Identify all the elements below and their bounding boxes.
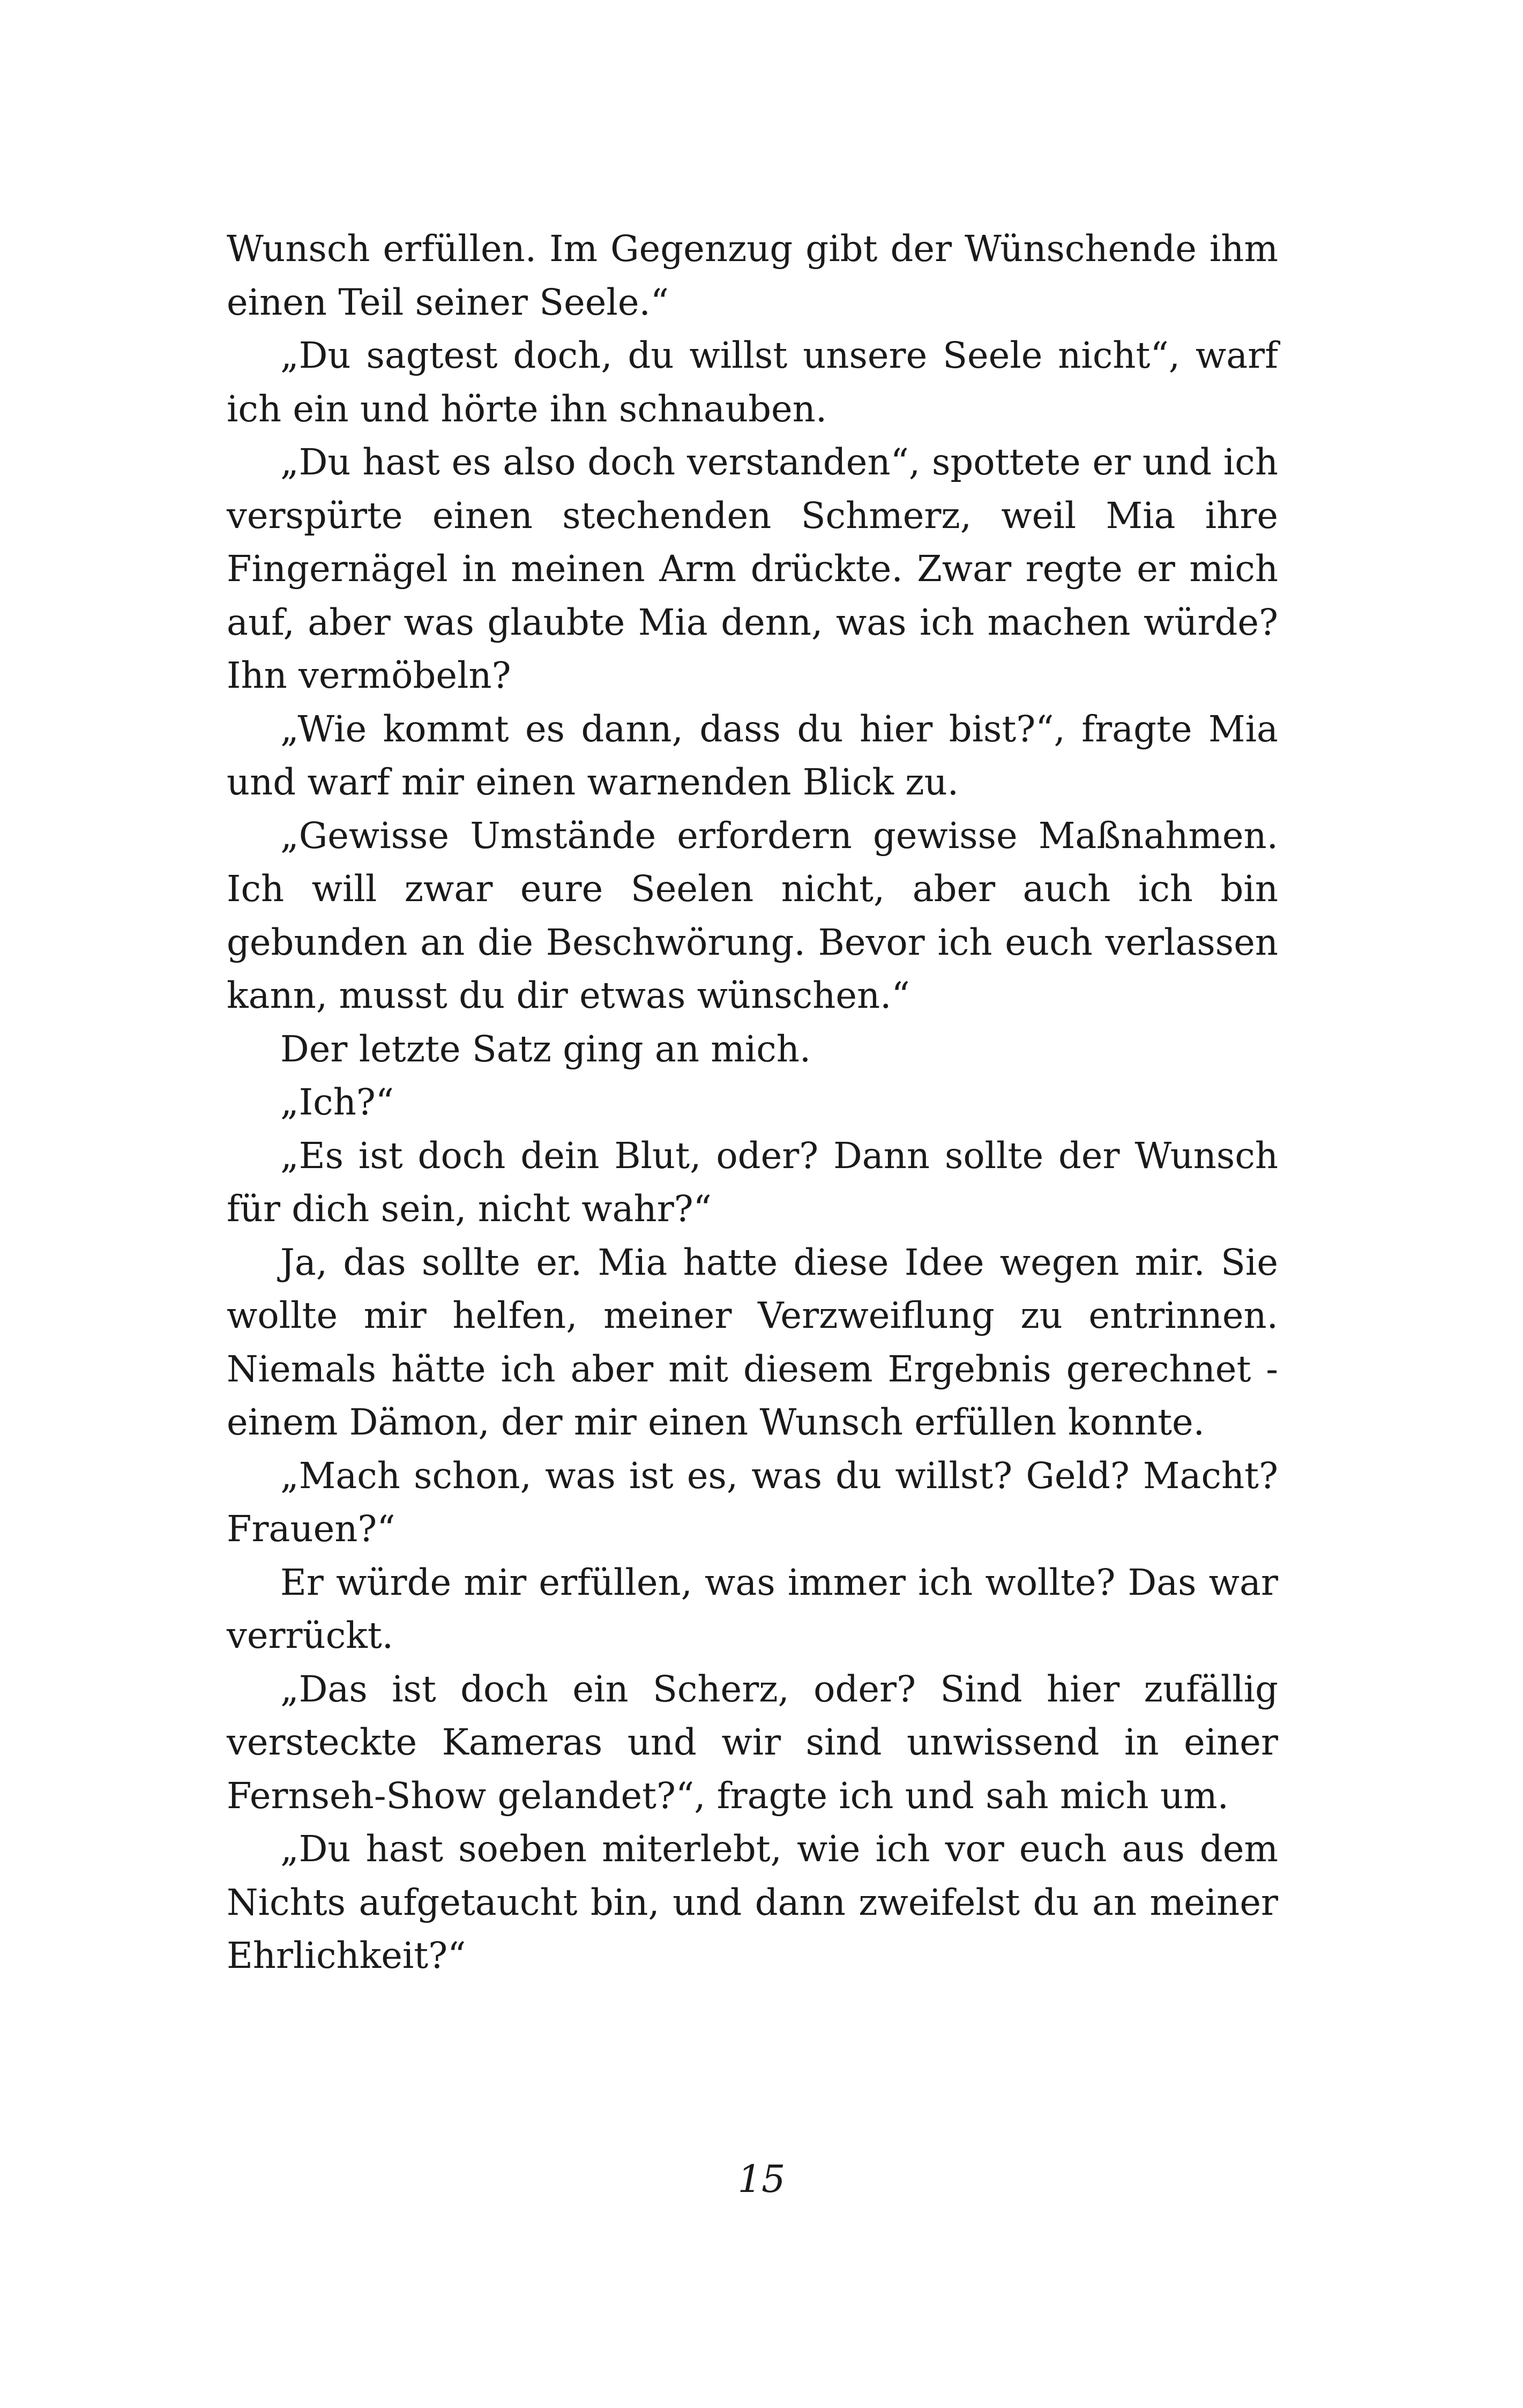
paragraph: „Wie kommt es dann, dass du hier bist?“, fragte Mia und warf mir einen warnenden Blick zu. — [227, 708, 1278, 803]
paragraph: „Das ist doch ein Scherz, oder? Sind hier zufällig versteckte Kameras und wir sind unwissend in einer Fernseh-Show gelandet?“, fragte ich und sah mich um. — [227, 1668, 1278, 1817]
paragraph: Der letzte Satz ging an mich. — [280, 1028, 811, 1070]
paragraph: „Ich?“ — [280, 1081, 394, 1123]
body-text — [227, 222, 1278, 1983]
paragraph: „Du sagtest doch, du willst unsere Seele nicht“, warf ich ein und hörte ihn schnauben. — [227, 335, 1278, 430]
paragraph: „Mach schon, was ist es, was du willst? Geld? Macht? Frauen?“ — [227, 1454, 1278, 1550]
paragraph: Ja, das sollte er. Mia hatte diese Idee wegen mir. Sie wollte mir helfen, meiner Verzweiflung zu entrinnen. Niemals hätte ich aber mit diesem Ergebnis gerechnet - einem Dämon, der mir einen Wunsch erfüllen konnte. — [227, 1241, 1278, 1443]
paragraph: „Du hast es also doch verstanden“, spottete er und ich verspürte einen stechenden Schmerz, weil Mia ihre Fingernägel in meinen Arm drückte. Zwar regte er mich auf, aber was glaubte Mia denn, was ich machen würde? Ihn vermöbeln? — [227, 441, 1278, 696]
paragraph-continuation: Wunsch erfüllen. Im Gegenzug gibt der Wünschende ihm einen Teil seiner Seele.“ — [227, 228, 1278, 323]
paragraph: „Es ist doch dein Blut, oder? Dann sollte der Wunsch für dich sein, nicht wahr?“ — [227, 1134, 1278, 1230]
page-number: 15 — [737, 2157, 786, 2201]
paragraph: „Du hast soeben miterlebt, wie ich vor euch aus dem Nichts aufgetaucht bin, und dann zweifelst du an meiner Ehrlichkeit?“ — [227, 1828, 1278, 1976]
paragraph: Er würde mir erfüllen, was immer ich wollte? Das war verrückt. — [227, 1561, 1278, 1656]
paragraph: „Gewisse Umstände erfordern gewisse Maßnahmen. Ich will zwar eure Seelen nicht, aber auch ich bin gebunden an die Beschwörung. Bevor ich euch verlassen kann, musst du dir etwas wünschen.“ — [227, 814, 1278, 1016]
